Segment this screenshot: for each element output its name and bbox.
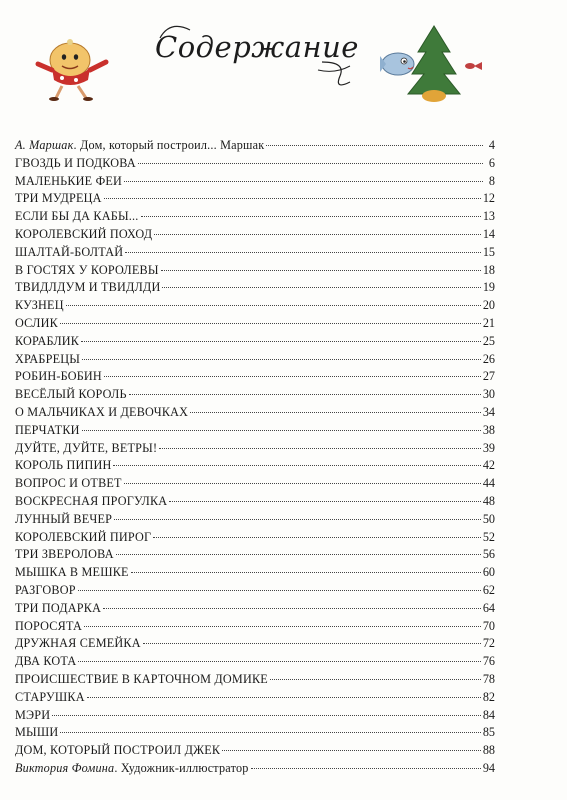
toc-entry-title <box>15 493 167 511</box>
toc-page-number: 25 <box>482 333 495 348</box>
toc-leader-dots <box>266 144 483 146</box>
toc-entry-title <box>15 653 76 671</box>
toc-page-number: 12 <box>482 191 495 206</box>
toc-leader-dots <box>66 304 481 306</box>
toc-entry[interactable] <box>15 297 495 315</box>
toc-entry-title <box>15 155 136 173</box>
toc-leader-dots <box>153 536 481 538</box>
toc-entry-author: Виктория Фомина <box>15 760 115 775</box>
toc-page-number: 18 <box>482 262 495 277</box>
toc-entry-title <box>15 333 79 351</box>
page-header <box>0 0 567 120</box>
toc-entry-title <box>15 760 249 778</box>
toc-page-number: 50 <box>482 511 495 526</box>
toc-leader-dots <box>82 429 481 431</box>
toc-entry[interactable] <box>15 529 495 547</box>
toc-leader-dots <box>82 358 481 360</box>
toc-entry[interactable] <box>15 564 495 582</box>
toc-entry-title <box>15 582 76 600</box>
toc-leader-dots <box>125 251 481 253</box>
toc-entry[interactable] <box>15 475 495 493</box>
toc-page-number: 8 <box>488 173 495 188</box>
toc-entry[interactable] <box>15 671 495 689</box>
toc-leader-dots <box>154 233 481 235</box>
toc-entry[interactable] <box>15 208 495 226</box>
toc-entry-title <box>15 671 268 689</box>
toc-page-number: 20 <box>482 298 495 313</box>
toc-entry-title <box>15 475 122 493</box>
toc-entry-text: РАЗГОВОР <box>15 582 76 597</box>
toc-leader-dots <box>78 589 481 591</box>
toc-entry-title <box>15 600 101 618</box>
toc-entry[interactable] <box>15 226 495 244</box>
toc-page-number: 78 <box>482 671 495 686</box>
toc-entry[interactable] <box>15 190 495 208</box>
toc-entry[interactable] <box>15 618 495 636</box>
toc-entry-text: СТАРУШКА <box>15 689 85 704</box>
toc-entry-title <box>15 297 64 315</box>
toc-leader-dots <box>81 340 481 342</box>
toc-entry-title <box>15 173 122 191</box>
toc-entry-text: ДВА КОТА <box>15 654 77 669</box>
toc-page-number: 21 <box>482 315 495 330</box>
toc-entry-text: В ГОСТЯХ У КОРОЛЕВЫ <box>15 262 159 277</box>
toc-page-number: 70 <box>482 618 495 633</box>
toc-leader-dots <box>104 197 481 199</box>
toc-entry[interactable] <box>15 422 495 440</box>
toc-leader-dots <box>124 180 483 182</box>
toc-entry-title <box>15 724 58 742</box>
toc-entry[interactable] <box>15 386 495 404</box>
toc-entry-text: ПОРОСЯТА <box>15 618 82 633</box>
toc-entry-title <box>15 279 160 297</box>
toc-entry-text: . Художник-иллюстратор <box>114 760 249 775</box>
toc-entry-title <box>15 422 80 440</box>
page-title: Содержание <box>155 30 359 64</box>
toc-page-number: 27 <box>482 369 495 384</box>
toc-entry-title <box>15 404 188 422</box>
toc-entry-text: МЭРИ <box>15 707 51 722</box>
toc-entry-title <box>15 440 157 458</box>
toc-entry-text: КУЗНЕЦ <box>15 298 64 313</box>
toc-page-number: 84 <box>482 707 495 722</box>
toc-entry[interactable] <box>15 707 495 725</box>
toc-entry-title <box>15 208 139 226</box>
toc-entry-text: ДУЙТЕ, ДУЙТЕ, ВЕТРЫ! <box>15 440 158 455</box>
toc-entry-title <box>15 351 80 369</box>
toc-entry[interactable] <box>15 582 495 600</box>
toc-entry-text: МЫШИ <box>15 725 59 740</box>
toc-entry[interactable] <box>15 511 495 529</box>
toc-leader-dots <box>60 731 480 733</box>
toc-page-number: 48 <box>482 493 495 508</box>
toc-page-number: 39 <box>482 440 495 455</box>
toc-leader-dots <box>103 607 481 609</box>
toc-entry-title <box>15 529 151 547</box>
toc-entry[interactable] <box>15 404 495 422</box>
toc-entry[interactable] <box>15 653 495 671</box>
toc-entry-title <box>15 618 82 636</box>
toc-entry-text: ВЕСЁЛЫЙ КОРОЛЬ <box>15 387 127 402</box>
toc-entry-title <box>15 315 58 333</box>
toc-entry-text: ГВОЗДЬ И ПОДКОВА <box>15 155 136 170</box>
toc-page-number: 82 <box>482 689 495 704</box>
toc-entry-title <box>15 689 85 707</box>
toc-entry[interactable] <box>15 546 495 564</box>
toc-leader-dots <box>129 393 481 395</box>
toc-page-number: 42 <box>482 458 495 473</box>
toc-leader-dots <box>162 286 480 288</box>
toc-entry-title <box>15 244 123 262</box>
toc-leader-dots <box>78 660 480 662</box>
toc-page-number: 60 <box>482 565 495 580</box>
toc-entry-title <box>15 386 127 404</box>
table-of-contents <box>15 137 495 778</box>
toc-entry-text: ХРАБРЕЦЫ <box>15 351 81 366</box>
toc-entry[interactable] <box>15 262 495 280</box>
toc-page-number: 19 <box>482 280 495 295</box>
toc-entry-text: ПЕРЧАТКИ <box>15 422 80 437</box>
toc-entry-text: ДРУЖНАЯ СЕМЕЙКА <box>15 636 141 651</box>
toc-entry-text: ЕСЛИ БЫ ДА КАБЫ... <box>15 209 139 224</box>
toc-leader-dots <box>141 215 481 217</box>
toc-page-number: 4 <box>488 138 495 152</box>
toc-leader-dots <box>161 269 481 271</box>
toc-entry[interactable] <box>15 368 495 386</box>
toc-leader-dots <box>104 375 481 377</box>
fish-and-tree-illustration <box>378 24 488 102</box>
toc-entry[interactable] <box>15 742 495 760</box>
toc-entry[interactable] <box>15 760 495 778</box>
toc-entry-title <box>15 564 129 582</box>
toc-entry[interactable] <box>15 315 495 333</box>
toc-leader-dots <box>131 571 481 573</box>
toc-entry-text: ВОПРОС И ОТВЕТ <box>15 476 122 491</box>
toc-entry-text: ВОСКРЕСНАЯ ПРОГУЛКА <box>15 493 168 508</box>
toc-page-number: 72 <box>482 636 495 651</box>
toc-page-number: 94 <box>482 760 495 775</box>
toc-page-number: 85 <box>482 725 495 740</box>
toc-entry-text: КОРОЛЕВСКИЙ ПОХОД <box>15 226 153 241</box>
toc-entry-text: . Дом, который построил... Маршак <box>73 138 265 152</box>
toc-entry-text: ШАЛТАЙ-БОЛТАЙ <box>15 244 124 259</box>
toc-entry[interactable] <box>15 173 495 191</box>
toc-entry[interactable] <box>15 351 495 369</box>
toc-entry[interactable] <box>15 600 495 618</box>
toc-entry-title <box>15 190 102 208</box>
toc-page-number: 64 <box>482 600 495 615</box>
toc-leader-dots <box>138 162 483 164</box>
toc-leader-dots <box>87 696 481 698</box>
toc-entry[interactable] <box>15 457 495 475</box>
toc-leader-dots <box>124 482 481 484</box>
toc-leader-dots <box>84 625 481 627</box>
toc-leader-dots <box>113 464 480 466</box>
toc-entry-text: МАЛЕНЬКИЕ ФЕИ <box>15 173 123 188</box>
toc-entry-text: КОРОЛЬ ПИПИН <box>15 458 112 473</box>
toc-page-number: 62 <box>482 582 495 597</box>
toc-entry-text: ДОМ, КОТОРЫЙ ПОСТРОИЛ ДЖЕК <box>15 743 221 758</box>
toc-entry-text: ТВИДЛДУМ И ТВИДЛДИ <box>15 280 161 295</box>
toc-entry[interactable] <box>15 333 495 351</box>
toc-entry-title <box>15 511 112 529</box>
toc-leader-dots <box>159 447 481 449</box>
toc-entry-title <box>15 707 50 725</box>
toc-page-number: 15 <box>482 244 495 259</box>
toc-entry-title <box>15 262 159 280</box>
toc-leader-dots <box>222 749 481 751</box>
toc-page-number: 34 <box>482 404 495 419</box>
toc-entry[interactable] <box>15 440 495 458</box>
toc-page-number: 76 <box>482 654 495 669</box>
toc-entry-text: РОБИН-БОБИН <box>15 369 102 384</box>
toc-leader-dots <box>52 714 481 716</box>
toc-page-number: 14 <box>482 226 495 241</box>
toc-entry-title <box>15 457 111 475</box>
toc-page-number: 13 <box>482 209 495 224</box>
toc-leader-dots <box>190 411 481 413</box>
toc-page-number: 30 <box>482 387 495 402</box>
toc-entry[interactable] <box>15 493 495 511</box>
toc-entry-text: ТРИ ПОДАРКА <box>15 600 102 615</box>
toc-entry-text: МЫШКА В МЕШКЕ <box>15 565 129 580</box>
toc-page-number: 56 <box>482 547 495 562</box>
toc-entry-title <box>15 368 102 386</box>
toc-entry-text: О МАЛЬЧИКАХ И ДЕВОЧКАХ <box>15 404 189 419</box>
toc-leader-dots <box>169 500 481 502</box>
toc-page-number: 88 <box>482 743 495 758</box>
toc-entry-text: КОРАБЛИК <box>15 333 80 348</box>
toc-entry-text: ПРОИСШЕСТВИЕ В КАРТОЧНОМ ДОМИКЕ <box>15 671 268 686</box>
toc-entry[interactable] <box>15 635 495 653</box>
toc-entry-text: ОСЛИК <box>15 315 58 330</box>
toc-leader-dots <box>143 642 481 644</box>
toc-entry[interactable] <box>15 279 495 297</box>
toc-page-number: 38 <box>482 422 495 437</box>
toc-entry-text: КОРОЛЕВСКИЙ ПИРОГ <box>15 529 152 544</box>
toc-leader-dots <box>251 767 481 769</box>
toc-entry-title <box>15 226 152 244</box>
toc-page-number: 52 <box>482 529 495 544</box>
toc-leader-dots <box>270 678 481 680</box>
toc-entry-title <box>15 546 114 564</box>
toc-entry-text: ЛУННЫЙ ВЕЧЕР <box>15 511 113 526</box>
toc-entry-title <box>15 635 141 653</box>
toc-entry-text: ТРИ ЗВЕРОЛОВА <box>15 547 114 562</box>
toc-entry-title <box>15 742 220 760</box>
toc-entry-text: ТРИ МУДРЕЦА <box>15 191 102 206</box>
toc-page-number: 26 <box>482 351 495 366</box>
toc-entry-title <box>15 137 264 155</box>
toc-entry[interactable] <box>15 724 495 742</box>
toc-entry[interactable] <box>15 155 495 173</box>
toc-leader-dots <box>116 553 481 555</box>
toc-entry[interactable] <box>15 244 495 262</box>
toc-page-number: 44 <box>482 476 495 491</box>
toc-page-number: 6 <box>488 155 495 170</box>
toc-entry-author: А. Маршак <box>15 138 74 152</box>
toc-entry[interactable] <box>15 137 495 155</box>
toc-leader-dots <box>114 518 481 520</box>
toc-leader-dots <box>60 322 481 324</box>
toc-entry[interactable] <box>15 689 495 707</box>
